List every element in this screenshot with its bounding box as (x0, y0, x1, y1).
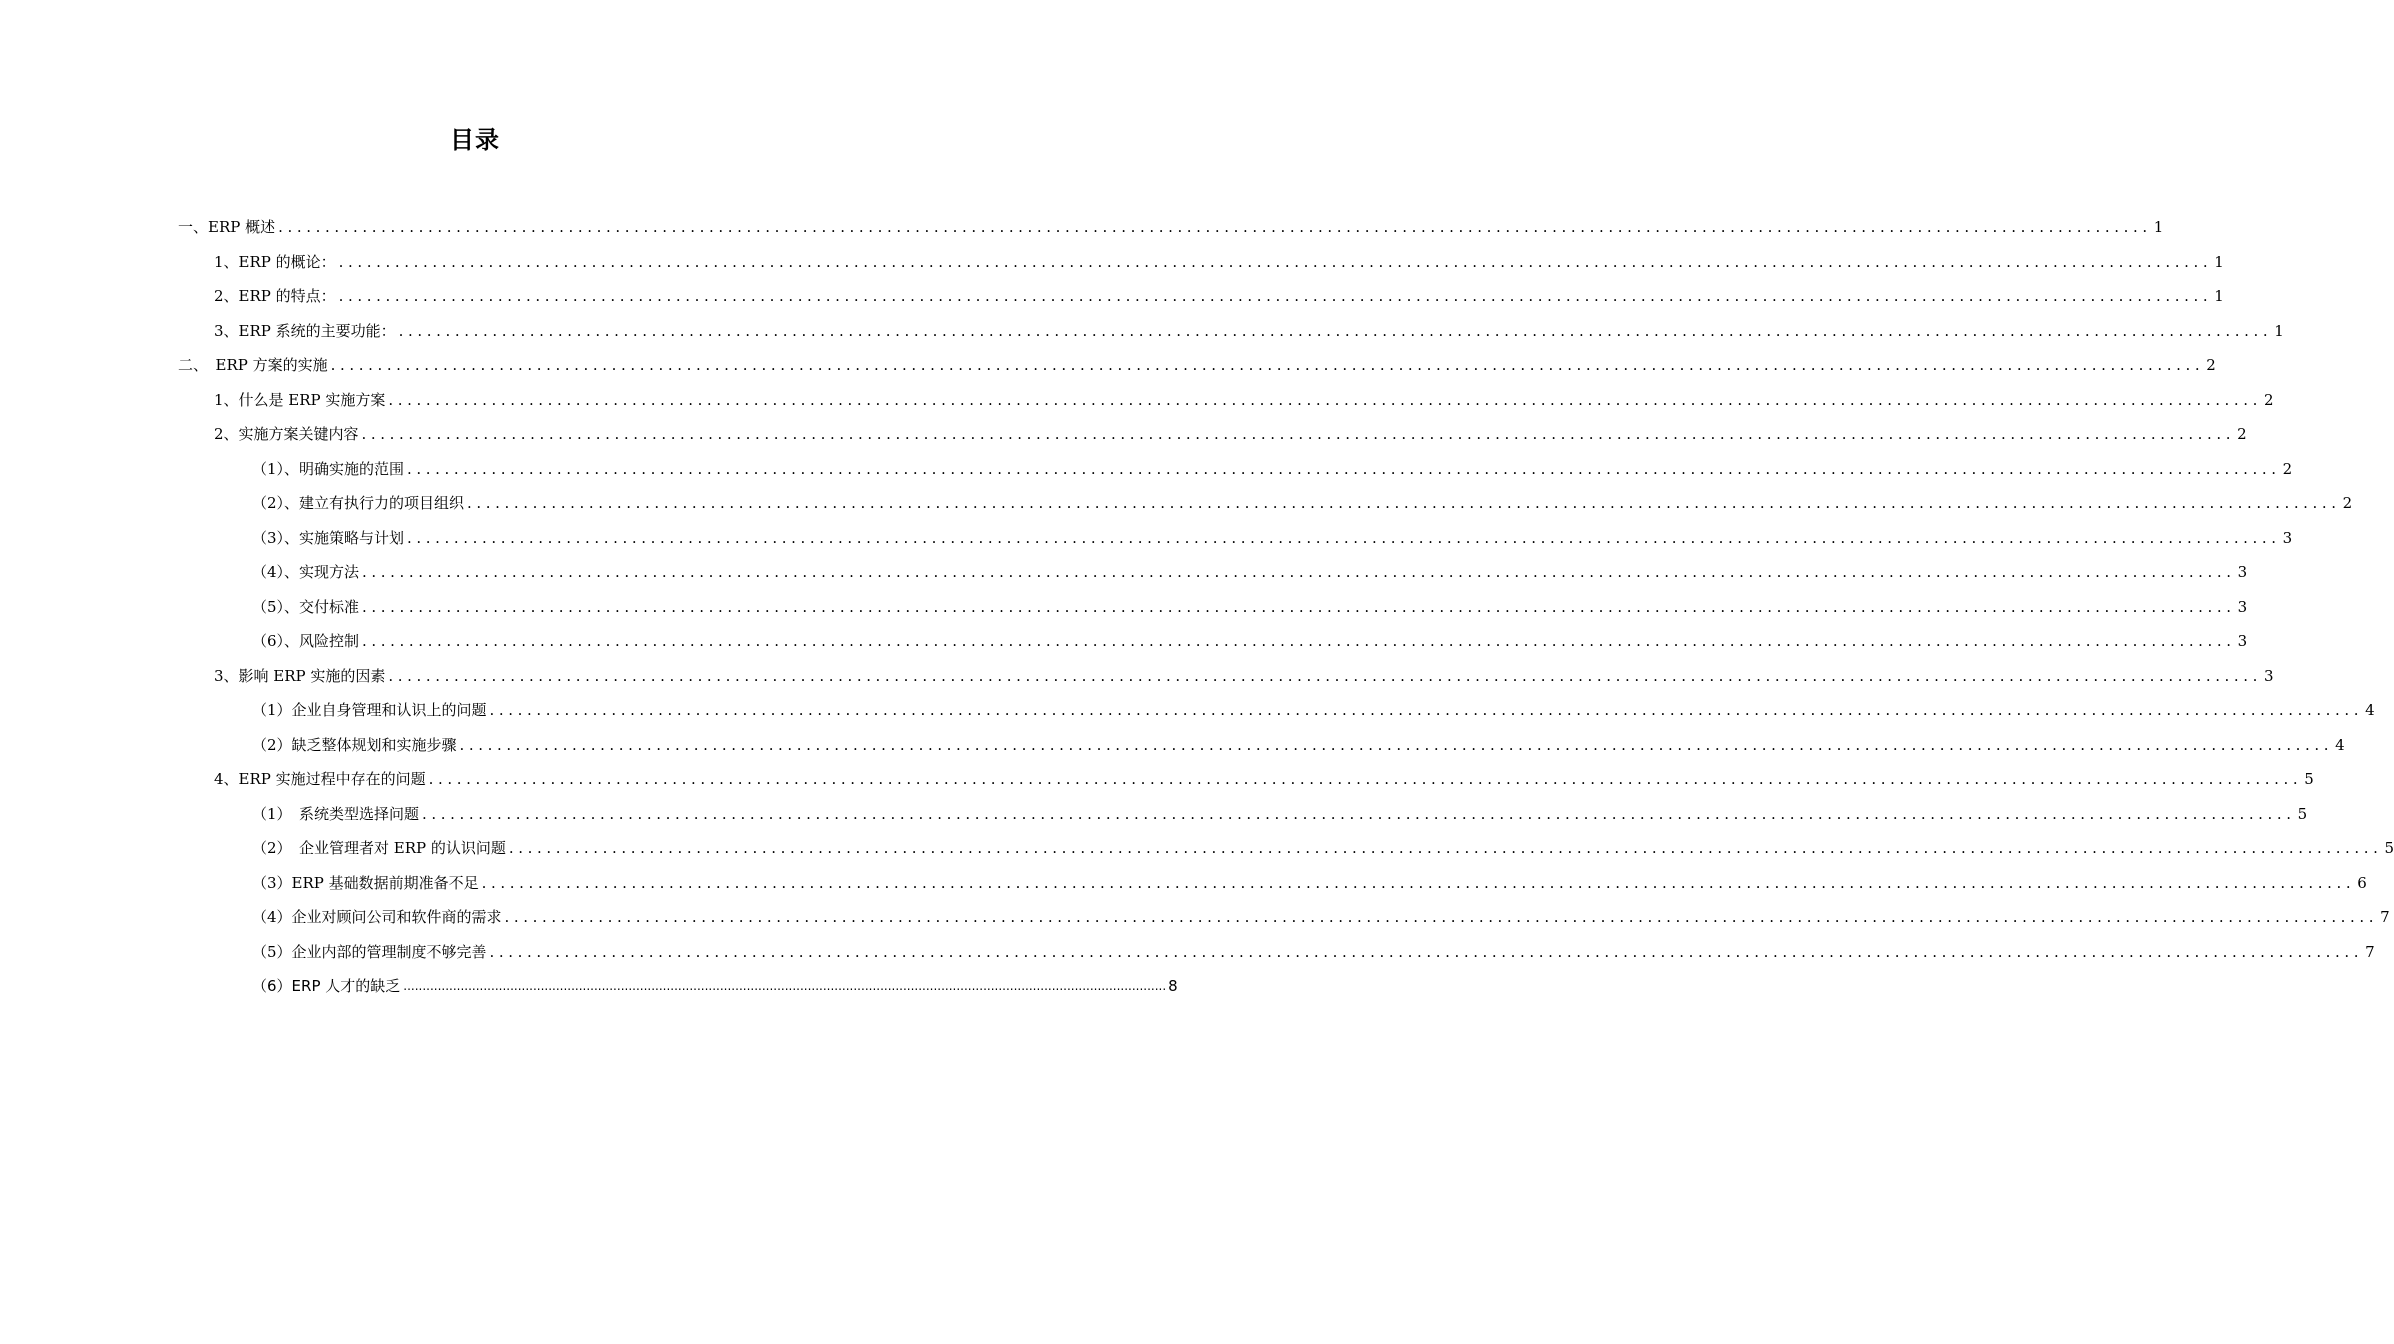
toc-dot-leader: ........................................................................................................................................................................................................ (508, 839, 2383, 858)
toc-dot-leader: ........................................................................................................................................................................................................ (361, 425, 2236, 444)
toc-dot-leader: ........................................................................................................................................................................................................ (504, 908, 2379, 927)
toc-entry-text: （2） 企业管理者对 ERP 的认识问题 (252, 839, 506, 858)
toc-dot-leader: ........................................................................................................................................................................................................ (407, 528, 2281, 547)
toc-entry[interactable] (0, 314, 2284, 349)
toc-entry[interactable] (0, 659, 2274, 694)
toc-page-number: 5 (2304, 770, 2314, 789)
toc-entry[interactable] (0, 521, 2293, 556)
toc-entry-text: （5）、交付标准 (252, 597, 360, 616)
toc-dot-leader: ........................................................................................................................................................................................................ (388, 390, 2263, 409)
toc-entry-text: （6）、风险控制 (252, 632, 360, 651)
toc-entry[interactable] (0, 279, 2224, 314)
toc-dot-leader: ........................................................................................................................................................................................................ (362, 563, 2236, 582)
toc-page-number: 8 (1168, 977, 1178, 996)
toc-entry-text: 1、什么是 ERP 实施方案 (214, 390, 386, 409)
toc-entry-text: （4）企业对顾问公司和软件商的需求 (252, 908, 502, 927)
toc-page-number: 1 (2214, 287, 2224, 306)
toc-entry-text: （1） 系统类型选择问题 (252, 804, 420, 823)
toc-dot-leader: ........................................................................................................................................................................................................ (398, 321, 2273, 340)
toc-entry[interactable] (0, 866, 2367, 901)
toc-page-number: 7 (2380, 908, 2390, 927)
toc-page-number: 6 (2357, 873, 2367, 892)
toc-entry[interactable] (0, 624, 2248, 659)
toc-entry-text: 4、ERP 实施过程中存在的问题 (214, 770, 426, 789)
toc-dot-leader: ........................................................................................................................................................................................................ (403, 979, 1167, 994)
toc-entry[interactable] (0, 900, 2390, 935)
toc-entry[interactable] (0, 245, 2224, 280)
toc-dot-leader: ........................................................................................................................................................................................................ (278, 218, 2152, 237)
toc-entry[interactable] (0, 590, 2248, 625)
toc-dot-leader: ........................................................................................................................................................................................................ (481, 873, 2356, 892)
toc-entry-text: （3）ERP 基础数据前期准备不足 (252, 873, 479, 892)
toc-dot-leader: ........................................................................................................................................................................................................ (388, 666, 2263, 685)
toc-page-number: 3 (2237, 597, 2248, 616)
toc-dot-leader: ........................................................................................................................................................................................................ (407, 459, 2281, 478)
toc-dot-leader: ........................................................................................................................................................................................................ (467, 494, 2341, 513)
toc-entry-text: 二、 ERP 方案的实施 (178, 356, 328, 375)
toc-page-number: 7 (2365, 942, 2375, 961)
toc-entry[interactable] (0, 762, 2314, 797)
toc-dot-leader: ........................................................................................................................................................................................................ (362, 597, 2236, 616)
toc-page-number: 4 (2365, 701, 2375, 720)
toc-page-number: 2 (2237, 425, 2247, 444)
toc-page-number: 5 (2384, 839, 2394, 858)
toc-page-number: 3 (2264, 666, 2274, 685)
toc-entry-text: 3、ERP 系统的主要功能： (214, 321, 396, 340)
toc-entry[interactable] (0, 486, 2353, 521)
toc-page-number: 4 (2335, 735, 2345, 754)
toc-page-number: 1 (2153, 218, 2164, 237)
toc-entry[interactable] (0, 210, 2164, 245)
toc-entry[interactable] (0, 452, 2293, 487)
toc-entry-text: 2、实施方案关键内容 (214, 425, 359, 444)
toc-dot-leader: ........................................................................................................................................................................................................ (489, 942, 2364, 961)
toc-entry-text: （3）、实施策略与计划 (252, 528, 405, 547)
toc-entry-text: （5）企业内部的管理制度不够完善 (252, 942, 487, 961)
toc-title: 目录 (450, 126, 500, 154)
toc-entry-text: 一、ERP 概述 (178, 218, 276, 237)
toc-entry-text: （4）、实现方法 (252, 563, 360, 582)
toc-entry-text: 1、ERP 的概论： (214, 252, 336, 271)
toc-dot-leader: ........................................................................................................................................................................................................ (489, 701, 2364, 720)
toc-dot-leader: ........................................................................................................................................................................................................ (330, 356, 2205, 375)
toc-entry-text: （1）企业自身管理和认识上的问题 (252, 701, 487, 720)
toc-entry[interactable] (0, 728, 2345, 763)
toc-entry[interactable] (0, 693, 2375, 728)
toc-page-number: 2 (2282, 459, 2293, 478)
toc-entry-text: （1）、明确实施的范围 (252, 459, 405, 478)
toc-entry[interactable] (0, 969, 1178, 1004)
toc-entry[interactable] (0, 417, 2247, 452)
toc-dot-leader: ........................................................................................................................................................................................................ (362, 632, 2236, 651)
toc-page-number: 3 (2237, 632, 2248, 651)
toc-entry[interactable] (0, 797, 2308, 832)
toc-page-number: 1 (2274, 321, 2284, 340)
toc-page-number: 3 (2237, 563, 2248, 582)
toc-entry[interactable] (0, 555, 2248, 590)
toc-entry[interactable] (0, 348, 2216, 383)
toc-entry[interactable] (0, 831, 2394, 866)
toc-dot-leader: ........................................................................................................................................................................................................ (338, 252, 2213, 271)
toc-dot-leader: ........................................................................................................................................................................................................ (428, 770, 2303, 789)
toc-page-number: 3 (2282, 528, 2293, 547)
toc-page-number: 2 (2342, 494, 2353, 513)
toc-page-number: 2 (2264, 390, 2274, 409)
toc-dot-leader: ........................................................................................................................................................................................................ (422, 804, 2296, 823)
toc-page-number: 1 (2214, 252, 2224, 271)
toc-page-number: 2 (2206, 356, 2216, 375)
toc-list (0, 210, 2394, 1004)
toc-entry[interactable] (0, 383, 2274, 418)
toc-page-number: 5 (2297, 804, 2308, 823)
toc-entry-text: 2、ERP 的特点： (214, 287, 336, 306)
toc-dot-leader: ........................................................................................................................................................................................................ (459, 735, 2334, 754)
toc-entry-text: （2）、建立有执行力的项目组织 (252, 494, 465, 513)
toc-entry-text: （2）缺乏整体规划和实施步骤 (252, 735, 457, 754)
toc-entry-text: 3、影响 ERP 实施的因素 (214, 666, 386, 685)
toc-dot-leader: ........................................................................................................................................................................................................ (338, 287, 2213, 306)
toc-entry-text: （6）ERP 人才的缺乏 (252, 977, 401, 996)
toc-entry[interactable] (0, 935, 2375, 970)
